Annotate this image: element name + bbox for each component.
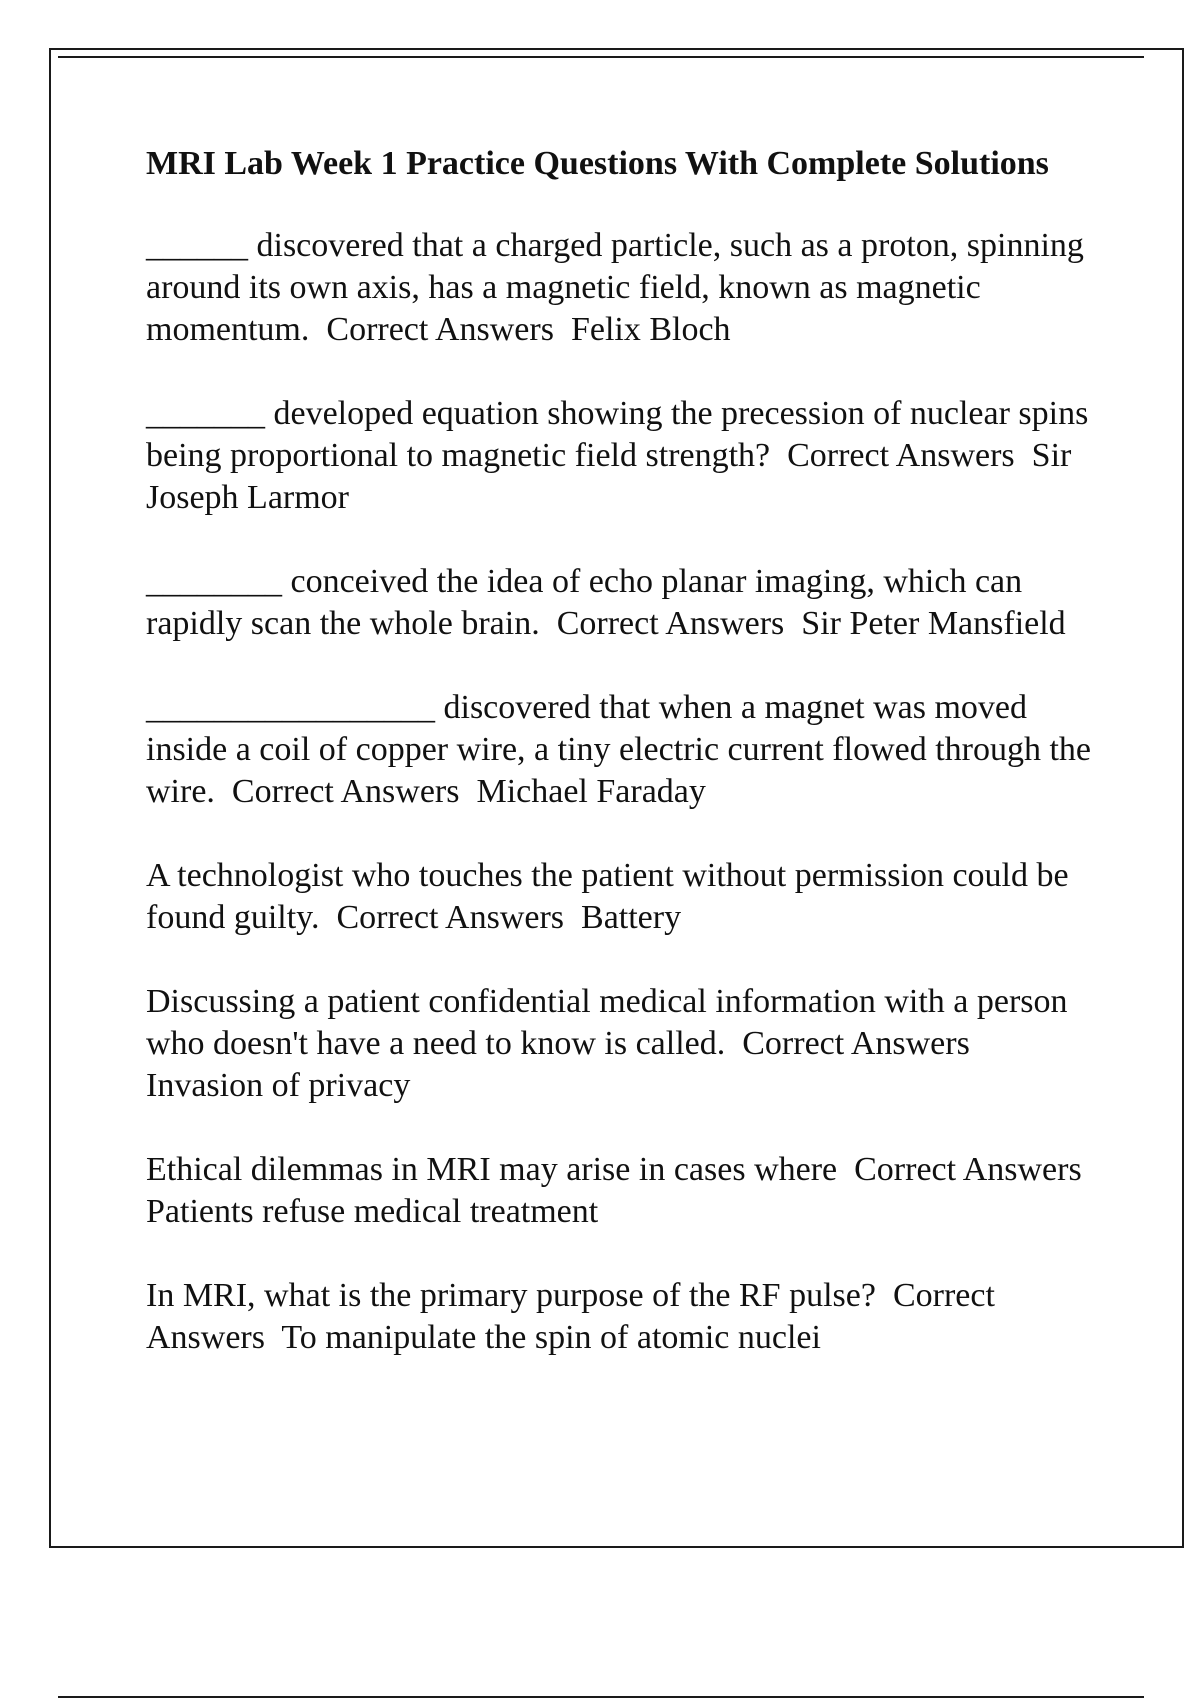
answer-label: Correct Answers xyxy=(742,1025,970,1062)
answer-label: Correct Answers xyxy=(146,1277,1002,1356)
qa-item xyxy=(146,561,1096,645)
answer-text: Invasion of privacy xyxy=(146,1067,411,1104)
bottom-horizontal-rule xyxy=(58,1696,1144,1698)
answer-label: Correct Answers xyxy=(787,437,1015,474)
qa-item xyxy=(146,225,1096,351)
question-text: A technologist who touches the patient without permission could be found guilty. xyxy=(146,857,1078,936)
question-text: Ethical dilemmas in MRI may arise in cases where xyxy=(146,1151,838,1188)
qa-item xyxy=(146,393,1096,519)
qa-item xyxy=(146,1149,1096,1233)
question-text: _______ developed equation showing the precession of nuclear spins being proportional to magnetic field strength? xyxy=(146,395,1097,474)
question-text: In MRI, what is the primary purpose of the RF pulse? xyxy=(146,1277,876,1314)
top-horizontal-rule xyxy=(58,56,1144,58)
document-body xyxy=(146,143,1100,1401)
answer-text: Felix Bloch xyxy=(570,311,731,348)
question-text: ________ conceived the idea of echo planar imaging, which can rapidly scan the whole brain. xyxy=(146,563,1031,642)
answer-text: Michael Faraday xyxy=(476,773,706,810)
answer-text: Sir Peter Mansfield xyxy=(801,605,1066,642)
question-text: ______ discovered that a charged particle, such as a proton, spinning around its own axis, has a magnetic field, known as magnetic momentum. xyxy=(146,227,1093,348)
answer-text: To manipulate the spin of atomic nuclei xyxy=(281,1319,821,1356)
qa-item xyxy=(146,855,1096,939)
answer-label: Correct Answers xyxy=(854,1151,1082,1188)
answer-label: Correct Answers xyxy=(556,605,785,642)
qa-item xyxy=(146,1275,1096,1359)
question-text: _________________ discovered that when a magnet was moved inside a coil of copper wire, a tiny electric current flowed through the wire. xyxy=(146,689,1100,810)
answer-label: Correct Answers xyxy=(231,773,460,810)
answer-text: Patients refuse medical treatment xyxy=(146,1193,599,1230)
document-title: MRI Lab Week 1 Practice Questions With Complete Solutions xyxy=(146,145,1049,182)
question-text: Discussing a patient confidential medical information with a person who doesn't have a need to know is called. xyxy=(146,983,1077,1062)
qa-item xyxy=(146,981,1096,1107)
answer-label: Correct Answers xyxy=(326,311,554,348)
qa-item xyxy=(146,687,1100,813)
answer-text: Battery xyxy=(581,899,682,936)
answer-text: Sir Joseph Larmor xyxy=(146,437,1080,516)
answer-label: Correct Answers xyxy=(336,899,565,936)
